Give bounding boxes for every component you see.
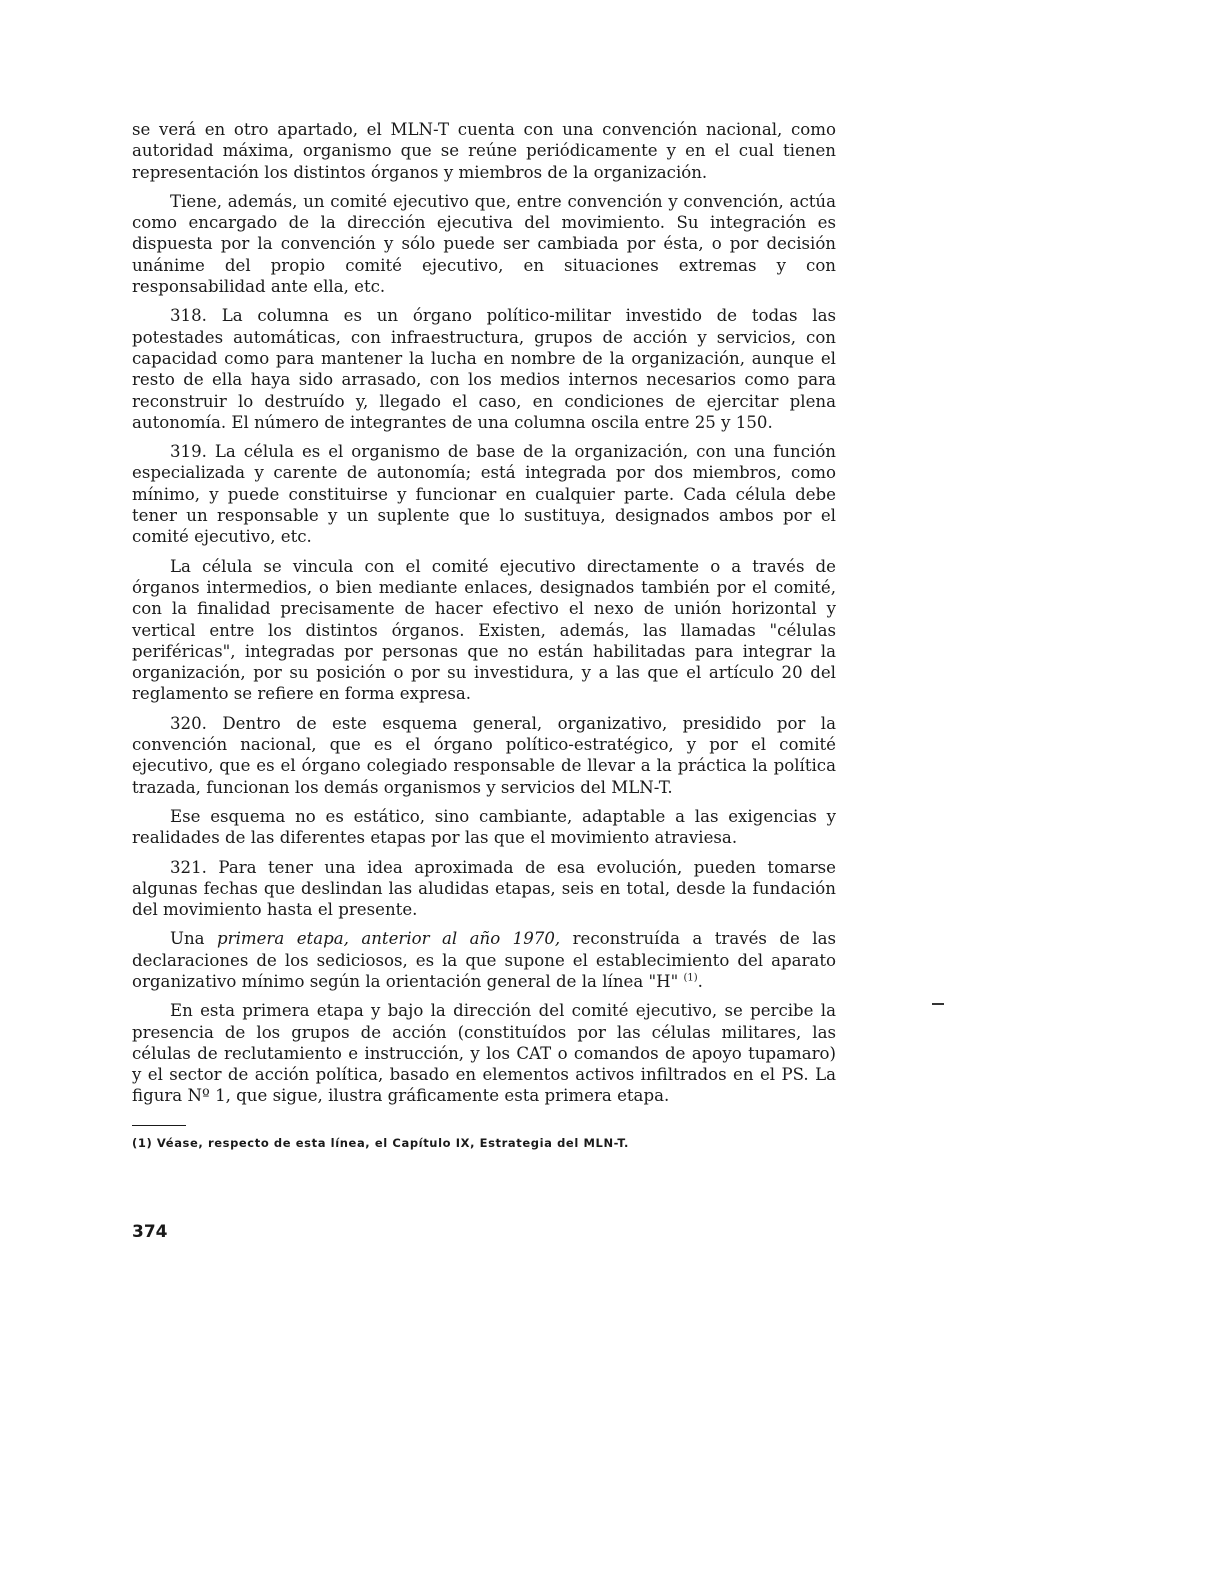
paragraph-text: Tiene, además, un comité ejecutivo que, entre convención y convención, actúa como encargado de la dirección ejecutiva del movimiento. Su integración es dispuesta por la convención y sólo puede ser cambiada por ésta, o por decisión unánime del propio comité ejecutivo, en situaciones extremas y con responsabilidad ante ella, etc.	[132, 191, 836, 297]
paragraph-italic: primera etapa, anterior al año 1970,	[217, 929, 561, 949]
section-number: 318.	[170, 306, 207, 326]
footnote-divider	[132, 1125, 186, 1126]
paragraph-scheme	[132, 806, 836, 849]
paragraph-cell-link	[132, 556, 836, 705]
paragraph-first-stage	[132, 928, 836, 992]
footnote-reference[interactable]: (1)	[683, 972, 698, 984]
section-number: 321.	[170, 857, 207, 877]
paragraph-lead: Una	[170, 929, 218, 949]
paragraph-tail: .	[697, 971, 703, 991]
section-number: 319.	[170, 442, 207, 462]
page-body	[132, 119, 836, 1151]
paragraph-318	[132, 305, 836, 433]
paragraph-text: La célula es el organismo de base de la organización, con una función especializada y carente de autonomía; está integrada por dos miembros, como mínimo, y puede constituirse y funcionar en cualquier parte. Cada célula debe tener un responsable y un suplente que lo sustituya, designados ambos por el comité ejecutivo, etc.	[132, 442, 836, 547]
paragraph-text: Para tener una idea aproximada de esa evolución, pueden tomarse algunas fechas que deslindan las aludidas etapas, seis en total, desde la fundación del movimiento hasta el presente.	[132, 857, 836, 920]
paragraph-first-stage-detail	[132, 1000, 836, 1106]
paragraph-continuation	[132, 119, 836, 183]
paragraph-320	[132, 713, 836, 798]
paragraph-text: Dentro de este esquema general, organizativo, presidido por la convención nacional, que es el órgano político-estratégico, y por el comité ejecutivo, que es el órgano colegiado responsable de llevar a la práctica la política trazada, funcionan los demás organismos y servicios del MLN-T.	[132, 713, 836, 797]
paragraph-text: La célula se vincula con el comité ejecutivo directamente o a través de órganos intermedios, o bien mediante enlaces, designados también por el comité, con la finalidad precisamente de hacer efectivo el nexo de unión horizontal y vertical entre los distintos órganos. Existen, además, las llamadas "células periféricas", integradas por personas que no están habilitadas para integrar la organización, por su posición o por su investidura, y a las que el artículo 20 del reglamento se refiere en forma expresa.	[132, 556, 836, 704]
paragraph-executive-committee	[132, 191, 836, 297]
page-number: 374	[132, 1222, 168, 1242]
footnote: (1) Véase, respecto de esta línea, el Capítulo IX, Estrategia del MLN-T.	[132, 1135, 630, 1150]
paragraph-text: La columna es un órgano político-militar investido de todas las potestades automáticas, con infraestructura, grupos de acción y servicios, con capacidad como para mantener la lucha en nombre de la organización, aunque el resto de ella haya sido arrasado, con los medios internos necesarios como para reconstruir lo destruído y, llegado el caso, en condiciones de ejercitar plena autonomía. El número de integrantes de una columna oscila entre 25 y 150.	[132, 306, 836, 432]
paragraph-321	[132, 857, 836, 921]
section-number: 320.	[170, 713, 207, 733]
paragraph-text: En esta primera etapa y bajo la dirección del comité ejecutivo, se percibe la presencia de los grupos de acción (constituídos por las células militares, las células de reclutamiento e instrucción, y los CAT o comandos de apoyo tupamaro) y el sector de acción política, basado en elementos activos infiltrados en el PS. La figura Nº 1, que sigue, ilustra gráficamente esta primera etapa.	[132, 1001, 836, 1106]
paragraph-text: reconstruída a través de las declaraciones de los sediciosos, es la que supone el establecimiento del aparato organizativo mínimo según la orientación general de la línea "H"	[132, 929, 837, 991]
margin-mark	[932, 1003, 944, 1005]
paragraph-text: Ese esquema no es estático, sino cambiante, adaptable a las exigencias y realidades de las diferentes etapas por las que el movimiento atraviesa.	[132, 806, 836, 848]
paragraph-text: se verá en otro apartado, el MLN-T cuenta con una convención nacional, como autoridad máxima, organismo que se reúne periódicamente y en el cual tienen representación los distintos órganos y miembros de la organización.	[132, 120, 836, 182]
paragraph-319	[132, 441, 836, 547]
